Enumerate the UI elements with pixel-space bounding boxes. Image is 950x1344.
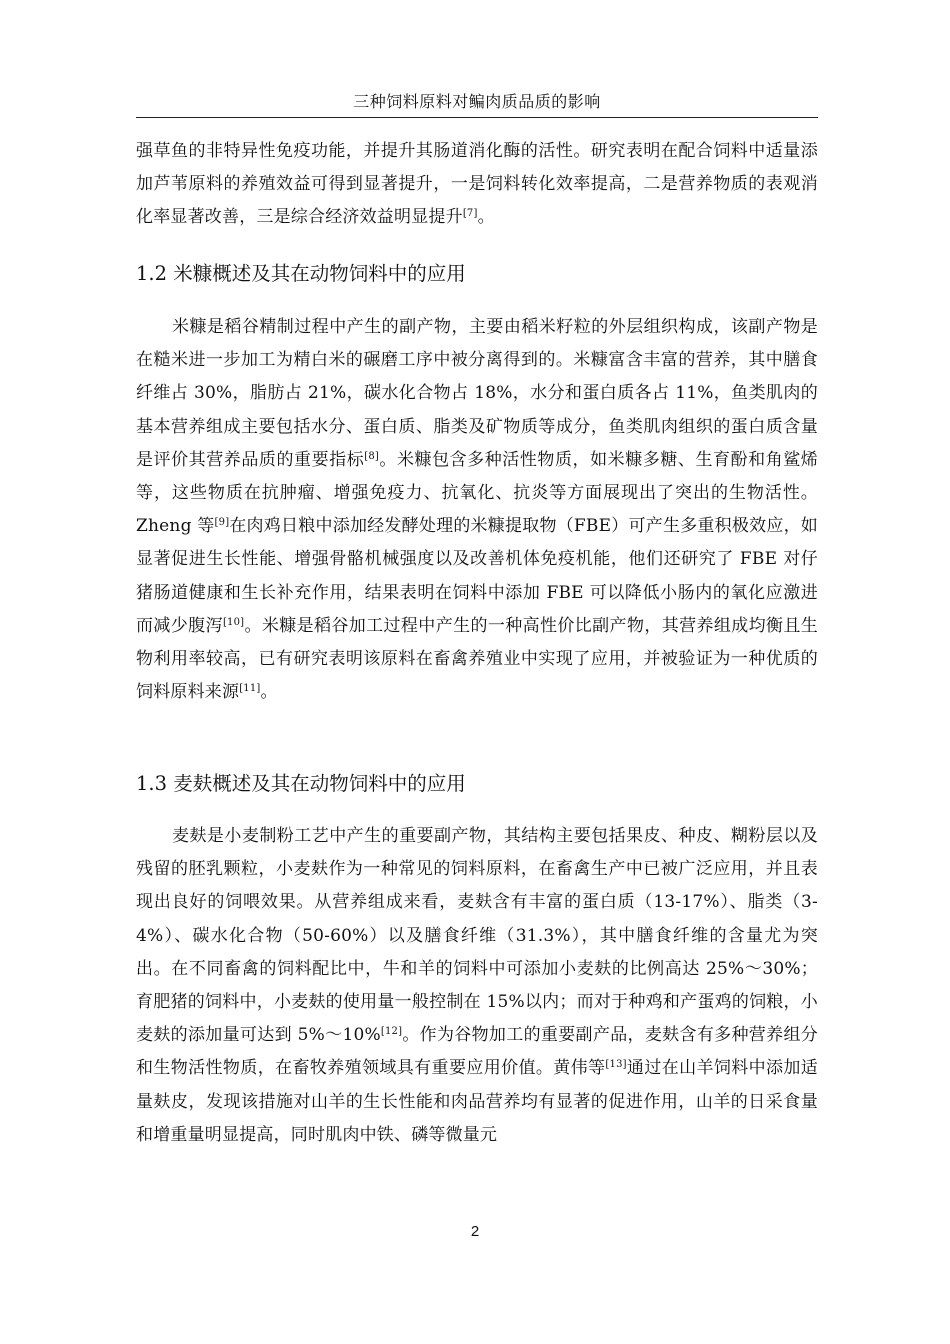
page-number: 2 [470, 1223, 480, 1240]
paragraph-text: 。米糠包含多种活性物质，如米糠多糖、生育酚和角鲨烯等，这些物质在抗肿瘤、增强免疫力、抗氧化、抗炎等方面展现出了突出的生物活性。Zheng 等 [136, 449, 818, 537]
paragraph-text: 在肉鸡日粮中添加经发酵处理的米糠提取物（FBE）可产生多重积极效应，如显著促进生长性能、增强骨骼机械强度以及改善机体免疫机能，他们还研究了 FBE 对仔猪肠道健康和生长补充作用，结果表明在饲料中添加 FBE 可以降低小肠内的氧化应激进而减少腹泻 [136, 516, 818, 636]
paragraph-text: 。 [260, 682, 278, 703]
section-heading-1-2: 1.2 米糠概述及其在动物饲料中的应用 [136, 262, 466, 285]
paragraph-text: 麦麸是小麦制粉工艺中产生的重要副产物，其结构主要包括果皮、种皮、糊粉层以及残留的胚乳颗粒，小麦麸作为一种常见的饲料原料，在畜禽生产中已被广泛应用，并且表现出良好的饲喂效果。从营养组成来看，麦麸含有丰富的蛋白质（13-17%）、脂类（3-4%）、碳水化合物（50-60%）以及膳食纤维（31.3%），其中膳食纤维的含量尤为突出。在不同畜禽的饲料配比中，牛和羊的饲料中可添加小麦麸的比例高达 25%～30%；育肥猪的饲料中，小麦麸的使用量一般控制在 15%以内；而对于种鸡和产蛋鸡的饲粮，小麦麸的添加量可达到 5%～10% [136, 826, 818, 1046]
paragraph-text: 。 [477, 207, 495, 228]
citation-13: [13] [605, 1059, 627, 1071]
citation-9: [9] [214, 517, 230, 529]
paragraph-text: 。作为谷物加工的重要副产品，麦麸含有多种营养组分和生物活性物质，在畜牧养殖领域具有重要应用价值。黄伟等 [136, 1025, 818, 1079]
header-rule [136, 117, 818, 118]
paragraph-text: 。米糠是稻谷加工过程中产生的一种高性价比副产物，其营养组成均衡且生物利用率较高，已有研究表明该原料在畜禽养殖业中实现了应用，并被验证为一种优质的饲料原料来源 [136, 615, 818, 703]
citation-12: [12] [380, 1026, 403, 1038]
citation-7: [7] [462, 208, 478, 220]
paragraph-continued [136, 135, 818, 235]
paragraph-text: 通过在山羊饲料中添加适量麸皮，发现该措施对山羊的生长性能和肉品营养均有显著的促进作用，山羊的日采食量和增重量明显提高，同时肌肉中铁、磷等微量元 [136, 1058, 818, 1145]
paragraph-text: 米糠是稻谷精制过程中产生的副产物，主要由稻米籽粒的外层组织构成，该副产物是在糙米进一步加工为精白米的碾磨工序中被分离得到的。米糠富含丰富的营养，其中膳食纤维占 30%，脂肪占 21%，碳水化合物占 18%，水分和蛋白质各占 11%，鱼类肌肉的基本营养组成主要包括水分、蛋白质、脂类及矿物质等成分，鱼类肌肉组织的蛋白质含量是评价其营养品质的重要指标 [136, 317, 818, 470]
citation-11: [11] [239, 683, 261, 695]
running-header-title: 三种饲料原料对鳊肉质品质的影响 [353, 92, 601, 111]
citation-8: [8] [364, 450, 380, 462]
paragraph-text: 强草鱼的非特异性免疫功能，并提升其肠道消化酶的活性。研究表明在配合饲料中适量添加芦苇原料的养殖效益可得到显著提升，一是饲料转化效率提高，二是营养物质的表观消化率显著改善，三是综合经济效益明显提升 [136, 141, 818, 228]
paragraph-rice-bran [136, 311, 818, 709]
paragraph-wheat-bran [136, 820, 818, 1152]
section-heading-1-3: 1.3 麦麸概述及其在动物饲料中的应用 [136, 772, 466, 795]
citation-10: [10] [222, 616, 245, 628]
